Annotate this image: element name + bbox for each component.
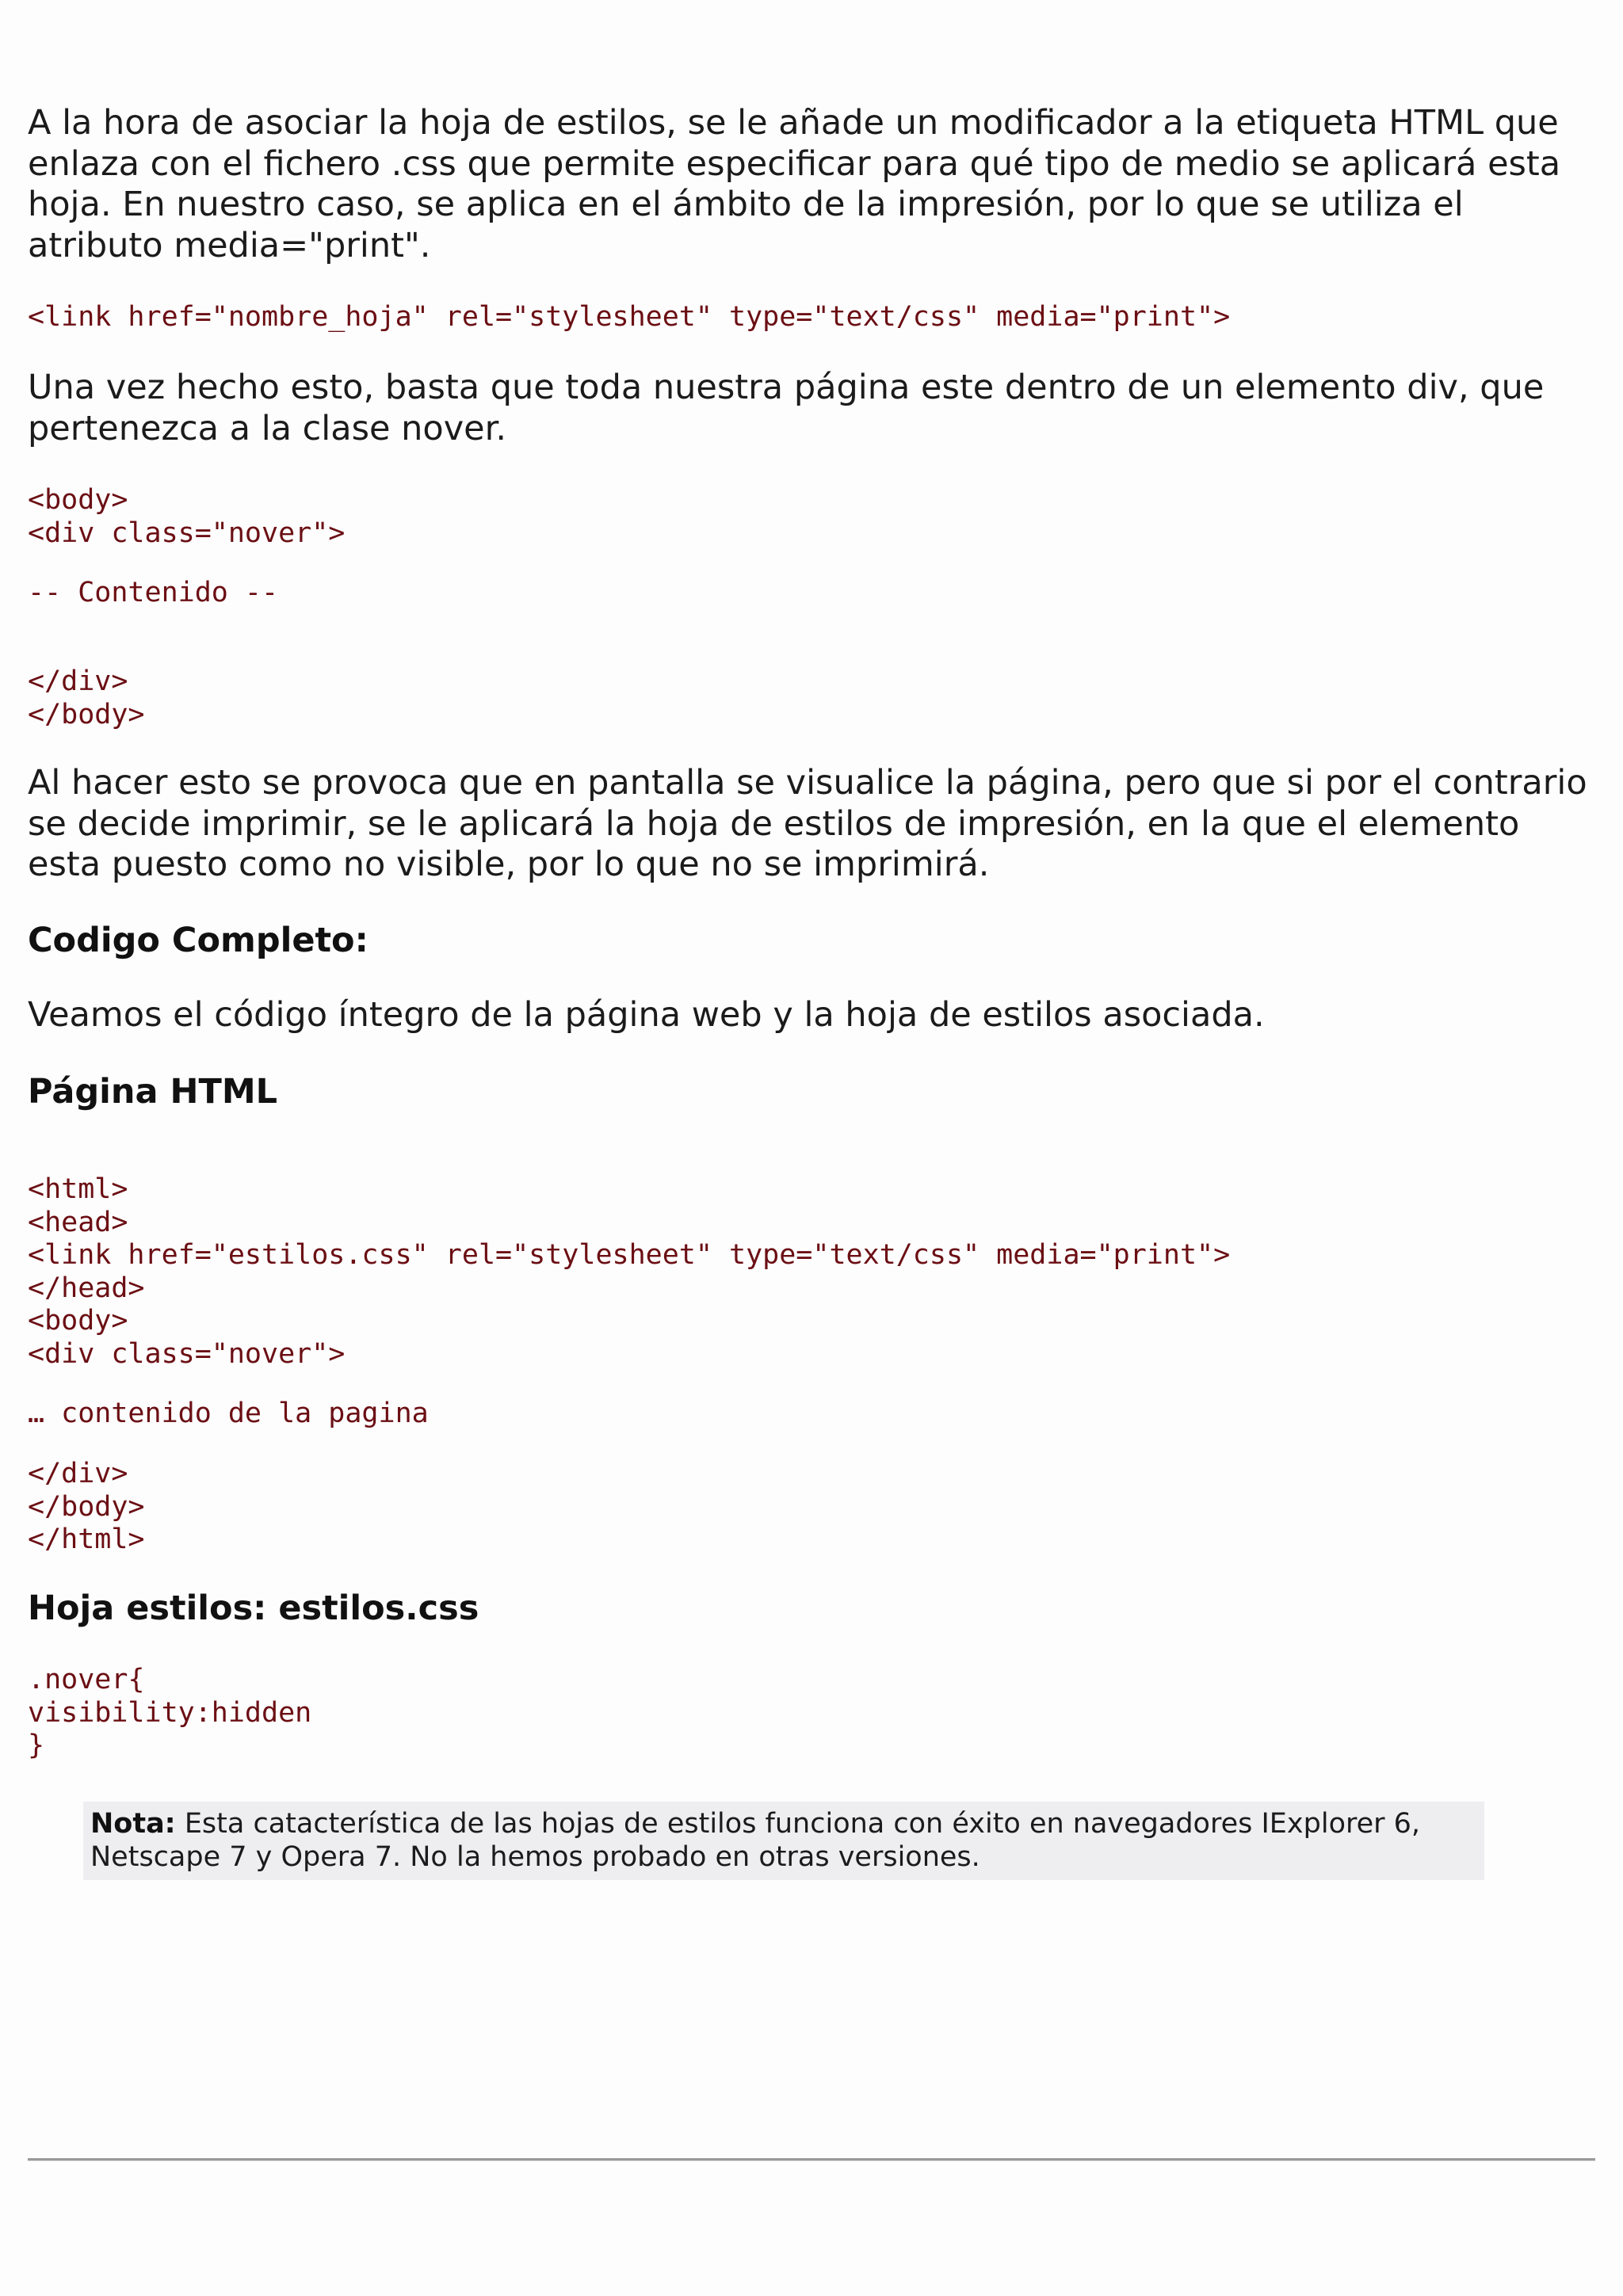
paragraph-effect: Al hacer esto se provoca que en pantalla se visualice la página, pero que si por el contrario se decide imprimir, se le aplicará la hoja de estilos de impresión, en la que el elemento esta puesto como no visible, por lo que no se imprimirá.: [28, 763, 1598, 884]
heading-pagina-html: Página HTML: [28, 1072, 278, 1112]
code-content-placeholder: -- Contenido --: [28, 577, 279, 608]
heading-codigo-completo: Codigo Completo:: [28, 921, 369, 960]
note-text: Esta catacterística de las hojas de estilos funciona con éxito en navegadores IExplorer 6, Netscape 7 y Opera 7. No la hemos probado en otras versiones.: [90, 1808, 1421, 1873]
note-label: Nota:: [90, 1808, 176, 1840]
note-box: [83, 1802, 1484, 1880]
intro-paragraph: A la hora de asociar la hoja de estilos, se le añade un modificador a la etiqueta HTML que enlaza con el fichero .css que permite especificar para qué tipo de medio se aplicará esta hoja. En nuestro caso, se aplica en el ámbito de la impresión, por lo que se utiliza el atributo media="print".: [28, 103, 1571, 265]
code-html-head: <html> <head> <link href="estilos.css" rel="stylesheet" type="text/css" media="print"> </head> <body> <div class="nover">: [28, 1173, 1231, 1370]
paragraph-veamos: Veamos el código íntegro de la página web y la hoja de estilos asociada.: [28, 995, 1265, 1035]
paragraph-div-explanation: Una vez hecho esto, basta que toda nuestra página este dentro de un elemento div, que pertenezca a la clase nover.: [28, 368, 1555, 448]
code-html-content: … contenido de la pagina: [28, 1398, 429, 1429]
code-body-close: </div> </body>: [28, 666, 145, 730]
code-html-close: </div> </body> </html>: [28, 1458, 145, 1555]
code-body-open: <body> <div class="nover">: [28, 484, 346, 549]
heading-hoja-estilos: Hoja estilos: estilos.css: [28, 1589, 479, 1628]
code-css: .nover{ visibility:hidden }: [28, 1664, 312, 1761]
horizontal-rule: [28, 2158, 1595, 2161]
code-link-example: <link href="nombre_hoja" rel="stylesheet" type="text/css" media="print">: [28, 301, 1231, 333]
